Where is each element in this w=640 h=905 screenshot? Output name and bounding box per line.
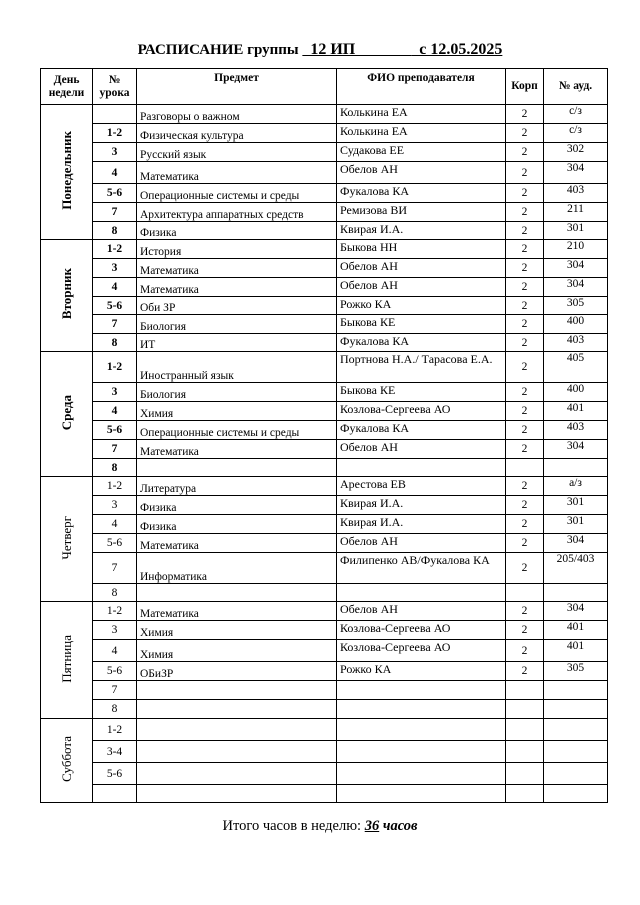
table-row — [41, 421, 608, 440]
teacher-cell — [337, 681, 506, 700]
header-row — [41, 69, 608, 105]
lesson-number: 5-6 — [93, 662, 137, 681]
day-cell — [41, 352, 93, 477]
building-cell: 2 — [506, 515, 544, 534]
table-row — [41, 352, 608, 383]
room-cell — [544, 700, 608, 719]
building-cell: 2 — [506, 534, 544, 553]
lesson-number: 7 — [93, 315, 137, 334]
lesson-number: 7 — [93, 681, 137, 700]
document-title — [0, 41, 640, 59]
lesson-number: 8 — [93, 334, 137, 352]
building-cell — [506, 763, 544, 785]
room-cell: 304 — [544, 440, 608, 459]
lesson-number: 5-6 — [93, 297, 137, 315]
lesson-number: 1-2 — [93, 719, 137, 741]
teacher-cell: Филипенко АВ/Фукалова КА — [337, 553, 506, 584]
header-room: № ауд. — [544, 69, 608, 105]
subject-cell: Математика — [137, 440, 337, 459]
total-label: Итого часов в неделю: — [222, 818, 365, 834]
subject-cell: Физика — [137, 222, 337, 240]
subject-cell — [137, 763, 337, 785]
room-cell: 304 — [544, 259, 608, 278]
subject-cell: Архитектура аппаратных средств — [137, 203, 337, 222]
teacher-cell: Фукалова КА — [337, 421, 506, 440]
subject-cell: Литература — [137, 477, 337, 496]
room-cell — [544, 785, 608, 803]
schedule-table — [40, 68, 608, 803]
room-cell: 205/403 — [544, 553, 608, 584]
title-group: 12 ИП — [302, 41, 412, 58]
building-cell: 2 — [506, 621, 544, 640]
teacher-cell — [337, 763, 506, 785]
subject-cell — [137, 681, 337, 700]
subject-cell: Химия — [137, 402, 337, 421]
room-cell: 304 — [544, 534, 608, 553]
day-name: Четверг — [58, 515, 74, 560]
lesson-number: 1-2 — [93, 602, 137, 621]
table-row — [41, 440, 608, 459]
room-cell: 304 — [544, 162, 608, 184]
table-row — [41, 741, 608, 763]
table-row — [41, 459, 608, 477]
lesson-number: 8 — [93, 584, 137, 602]
lesson-number: 3 — [93, 259, 137, 278]
subject-cell: Физическая культура — [137, 124, 337, 143]
subject-cell — [137, 785, 337, 803]
teacher-cell: Козлова-Сергеева АО — [337, 640, 506, 662]
subject-cell: Информатика — [137, 553, 337, 584]
table-row — [41, 662, 608, 681]
table-row — [41, 621, 608, 640]
subject-cell: Биология — [137, 383, 337, 402]
room-cell: 304 — [544, 278, 608, 297]
building-cell: 2 — [506, 383, 544, 402]
day-name: Понедельник — [58, 131, 74, 210]
table-row — [41, 602, 608, 621]
building-cell: 2 — [506, 553, 544, 584]
table-row — [41, 259, 608, 278]
header-korp: Корп — [506, 69, 544, 105]
subject-cell: Математика — [137, 534, 337, 553]
room-cell: 305 — [544, 297, 608, 315]
teacher-cell: Обелов АН — [337, 534, 506, 553]
table-row — [41, 553, 608, 584]
teacher-cell: Колькина ЕА — [337, 105, 506, 124]
building-cell: 2 — [506, 162, 544, 184]
lesson-number: 3 — [93, 383, 137, 402]
lesson-number: 1-2 — [93, 124, 137, 143]
building-cell: 2 — [506, 662, 544, 681]
building-cell: 2 — [506, 297, 544, 315]
teacher-cell: Рожко КА — [337, 297, 506, 315]
building-cell: 2 — [506, 640, 544, 662]
lesson-number: 8 — [93, 222, 137, 240]
title-date: с 12.05.2025 — [411, 41, 503, 58]
room-cell: 302 — [544, 143, 608, 162]
building-cell: 2 — [506, 278, 544, 297]
room-cell — [544, 584, 608, 602]
subject-cell: Биология — [137, 315, 337, 334]
building-cell: 2 — [506, 105, 544, 124]
total-hours — [365, 818, 418, 834]
table-row — [41, 383, 608, 402]
room-cell: 301 — [544, 496, 608, 515]
building-cell: 2 — [506, 402, 544, 421]
lesson-number — [93, 105, 137, 124]
header-subject: Предмет — [137, 69, 337, 105]
teacher-cell: Быкова КЕ — [337, 315, 506, 334]
header-lesson: № урока — [93, 69, 137, 105]
lesson-number: 4 — [93, 402, 137, 421]
table-row — [41, 763, 608, 785]
building-cell: 2 — [506, 352, 544, 383]
room-cell: 211 — [544, 203, 608, 222]
lesson-number: 4 — [93, 162, 137, 184]
room-cell: 400 — [544, 315, 608, 334]
subject-cell: ОБиЗР — [137, 662, 337, 681]
table-row — [41, 162, 608, 184]
building-cell — [506, 785, 544, 803]
table-row — [41, 785, 608, 803]
table-row — [41, 334, 608, 352]
subject-cell: Оби ЗР — [137, 297, 337, 315]
building-cell — [506, 681, 544, 700]
subject-cell — [137, 584, 337, 602]
teacher-cell: Обелов АН — [337, 259, 506, 278]
building-cell: 2 — [506, 124, 544, 143]
room-cell — [544, 719, 608, 741]
subject-cell: Русский язык — [137, 143, 337, 162]
table-row — [41, 681, 608, 700]
lesson-number: 7 — [93, 440, 137, 459]
room-cell: а/з — [544, 477, 608, 496]
table-row — [41, 534, 608, 553]
subject-cell — [137, 459, 337, 477]
lesson-number — [93, 785, 137, 803]
building-cell — [506, 459, 544, 477]
room-cell — [544, 763, 608, 785]
teacher-cell: Быкова КЕ — [337, 383, 506, 402]
subject-cell: Химия — [137, 621, 337, 640]
day-cell — [41, 719, 93, 803]
room-cell: 401 — [544, 402, 608, 421]
room-cell: 305 — [544, 662, 608, 681]
building-cell: 2 — [506, 477, 544, 496]
day-name: Среда — [58, 394, 74, 431]
title-prefix: РАСПИСАНИЕ группы — [137, 42, 303, 58]
teacher-cell: Квирая И.А. — [337, 515, 506, 534]
room-cell: 403 — [544, 334, 608, 352]
teacher-cell: Козлова-Сергеева АО — [337, 621, 506, 640]
teacher-cell — [337, 584, 506, 602]
teacher-cell: Судакова ЕЕ — [337, 143, 506, 162]
day-name: Вторник — [58, 268, 74, 320]
lesson-number: 7 — [93, 203, 137, 222]
subject-cell: Математика — [137, 259, 337, 278]
lesson-number: 5-6 — [93, 421, 137, 440]
table-row — [41, 105, 608, 124]
table-row — [41, 278, 608, 297]
teacher-cell: Обелов АН — [337, 440, 506, 459]
table-row — [41, 719, 608, 741]
table-row — [41, 240, 608, 259]
table-row — [41, 515, 608, 534]
building-cell: 2 — [506, 421, 544, 440]
lesson-number: 5-6 — [93, 534, 137, 553]
subject-cell — [137, 700, 337, 719]
room-cell: 304 — [544, 602, 608, 621]
lesson-number: 7 — [93, 553, 137, 584]
lesson-number: 3-4 — [93, 741, 137, 763]
table-row — [41, 700, 608, 719]
teacher-cell: Обелов АН — [337, 278, 506, 297]
building-cell: 2 — [506, 240, 544, 259]
building-cell: 2 — [506, 143, 544, 162]
teacher-cell: Колькина ЕА — [337, 124, 506, 143]
room-cell: 401 — [544, 621, 608, 640]
room-cell: 210 — [544, 240, 608, 259]
room-cell: 401 — [544, 640, 608, 662]
building-cell: 2 — [506, 496, 544, 515]
day-cell — [41, 105, 93, 240]
table-row — [41, 640, 608, 662]
subject-cell: Физика — [137, 496, 337, 515]
day-cell — [41, 602, 93, 719]
building-cell: 2 — [506, 203, 544, 222]
schedule-body — [41, 105, 608, 803]
room-cell: 403 — [544, 184, 608, 203]
header-day: День недели — [41, 69, 93, 105]
building-cell: 2 — [506, 334, 544, 352]
total-unit: часов — [379, 818, 418, 834]
table-row — [41, 143, 608, 162]
room-cell: с/з — [544, 124, 608, 143]
room-cell: 405 — [544, 352, 608, 383]
room-cell: 403 — [544, 421, 608, 440]
subject-cell: Математика — [137, 162, 337, 184]
lesson-number: 4 — [93, 278, 137, 297]
lesson-number: 5-6 — [93, 763, 137, 785]
building-cell: 2 — [506, 184, 544, 203]
building-cell — [506, 719, 544, 741]
lesson-number: 4 — [93, 515, 137, 534]
building-cell — [506, 584, 544, 602]
subject-cell: Математика — [137, 278, 337, 297]
lesson-number: 5-6 — [93, 184, 137, 203]
table-row — [41, 297, 608, 315]
table-row — [41, 477, 608, 496]
teacher-cell: Фукалова КА — [337, 334, 506, 352]
teacher-cell — [337, 459, 506, 477]
table-row — [41, 184, 608, 203]
teacher-cell: Обелов АН — [337, 602, 506, 621]
total-number: 36 — [364, 818, 380, 834]
building-cell: 2 — [506, 315, 544, 334]
subject-cell: Операционные системы и среды — [137, 421, 337, 440]
teacher-cell: Рожко КА — [337, 662, 506, 681]
table-row — [41, 402, 608, 421]
table-row — [41, 222, 608, 240]
lesson-number: 1-2 — [93, 352, 137, 383]
teacher-cell: Портнова Н.А./ Тарасова Е.А. — [337, 352, 506, 383]
subject-cell: ИТ — [137, 334, 337, 352]
day-name: Суббота — [58, 736, 74, 782]
teacher-cell: Быкова НН — [337, 240, 506, 259]
teacher-cell: Фукалова КА — [337, 184, 506, 203]
subject-cell: Математика — [137, 602, 337, 621]
teacher-cell: Обелов АН — [337, 162, 506, 184]
lesson-number: 3 — [93, 143, 137, 162]
room-cell: 400 — [544, 383, 608, 402]
room-cell: с/з — [544, 105, 608, 124]
teacher-cell: Козлова-Сергеева АО — [337, 402, 506, 421]
building-cell: 2 — [506, 259, 544, 278]
subject-cell: Операционные системы и среды — [137, 184, 337, 203]
subject-cell: Физика — [137, 515, 337, 534]
lesson-number: 8 — [93, 459, 137, 477]
teacher-cell: Ремизова ВИ — [337, 203, 506, 222]
teacher-cell — [337, 719, 506, 741]
subject-cell: Иностранный язык — [137, 352, 337, 383]
building-cell: 2 — [506, 602, 544, 621]
building-cell — [506, 741, 544, 763]
lesson-number: 4 — [93, 640, 137, 662]
table-row — [41, 124, 608, 143]
lesson-number: 1-2 — [93, 477, 137, 496]
lesson-number: 3 — [93, 496, 137, 515]
subject-cell: Химия — [137, 640, 337, 662]
teacher-cell — [337, 741, 506, 763]
room-cell: 301 — [544, 515, 608, 534]
room-cell — [544, 741, 608, 763]
lesson-number: 1-2 — [93, 240, 137, 259]
building-cell — [506, 700, 544, 719]
table-row — [41, 203, 608, 222]
room-cell — [544, 681, 608, 700]
lesson-number: 3 — [93, 621, 137, 640]
table-row — [41, 496, 608, 515]
building-cell: 2 — [506, 440, 544, 459]
teacher-cell — [337, 785, 506, 803]
lesson-number: 8 — [93, 700, 137, 719]
building-cell: 2 — [506, 222, 544, 240]
teacher-cell: Квирая И.А. — [337, 222, 506, 240]
header-teacher: ФИО преподавателя — [337, 69, 506, 105]
subject-cell — [137, 719, 337, 741]
day-cell — [41, 477, 93, 602]
day-name: Пятница — [58, 634, 74, 683]
room-cell — [544, 459, 608, 477]
teacher-cell — [337, 700, 506, 719]
subject-cell: История — [137, 240, 337, 259]
room-cell: 301 — [544, 222, 608, 240]
day-cell — [41, 240, 93, 352]
weekly-total — [0, 818, 640, 835]
subject-cell — [137, 741, 337, 763]
subject-cell: Разговоры о важном — [137, 105, 337, 124]
table-row — [41, 315, 608, 334]
table-row — [41, 584, 608, 602]
teacher-cell: Арестова ЕВ — [337, 477, 506, 496]
teacher-cell: Квирая И.А. — [337, 496, 506, 515]
